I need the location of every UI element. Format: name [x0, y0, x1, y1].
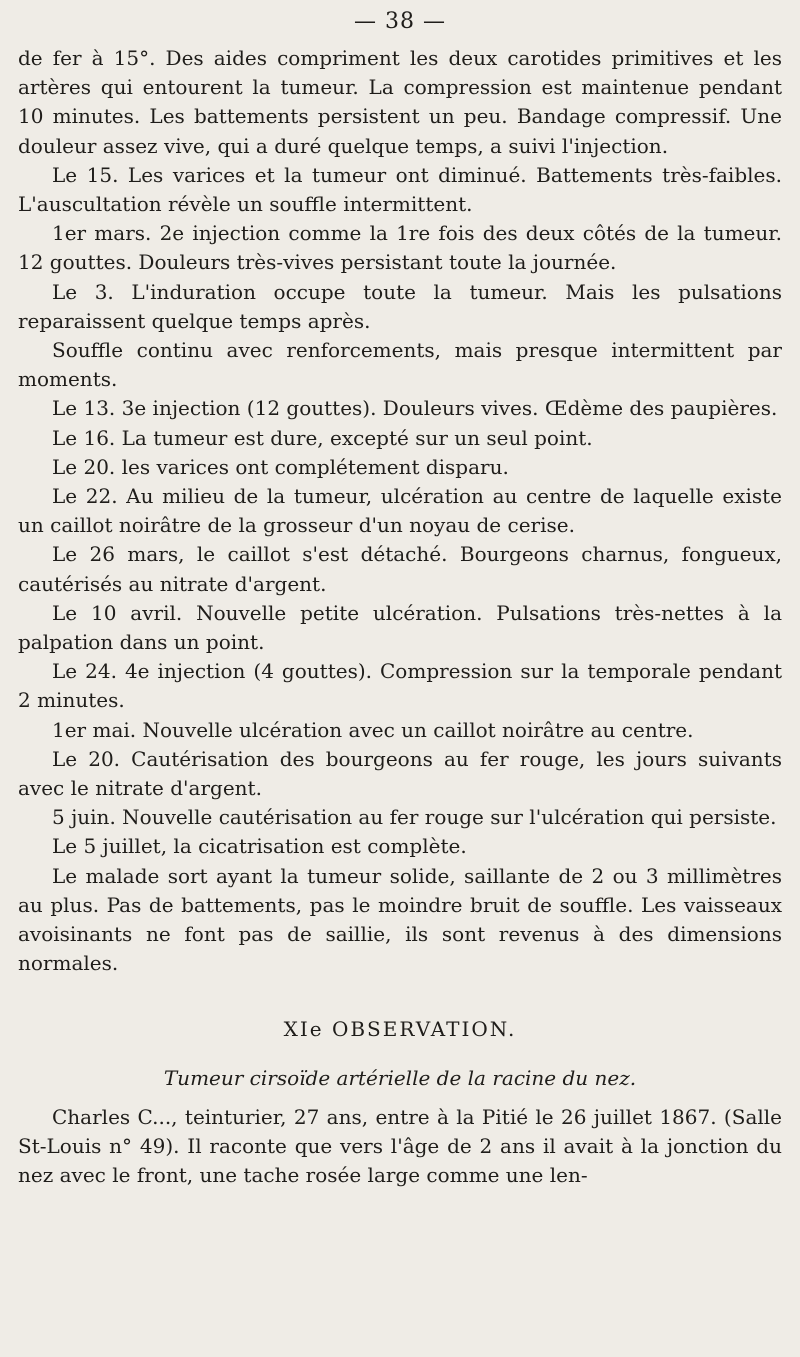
paragraph: Le 3. L'induration occupe toute la tumeur. Mais les pulsations reparaissent quelque temps après. — [18, 279, 782, 333]
paragraph: 5 juin. Nouvelle cautérisation au fer rouge sur l'ulcération qui persiste. — [52, 805, 777, 830]
section-title: XIe OBSERVATION. — [283, 1016, 517, 1041]
paragraph: Le 20. les varices ont complétement disparu. — [52, 454, 509, 479]
paragraph: 1er mars. 2e injection comme la 1re fois des deux côtés de la tumeur. 12 gouttes. Douleurs très-vives persistant toute la journée. — [18, 221, 782, 275]
paragraph: Le 10 avril. Nouvelle petite ulcération. Pulsations très-nettes à la palpation dans un point. — [18, 600, 782, 655]
page-number: — 38 — — [354, 9, 446, 34]
paragraph: Le 22. Au milieu de la tumeur, ulcération au centre de laquelle existe un caillot noirâtre de la grosseur d'un noyau de cerise. — [18, 484, 782, 538]
paragraph: Le 5 juillet, la cicatrisation est complète. — [52, 834, 467, 859]
paragraph: de fer à 15°. Des aides compriment les deux carotides primitives et les artères qui entourent la tumeur. La compression est maintenue pendant 10 minutes. Les battements persistent un peu. Bandage compressif. Une douleur assez vive, qui a duré quelque temps, a suivi l'injection. — [18, 46, 782, 158]
paragraph: Le malade sort ayant la tumeur solide, saillante de 2 ou 3 millimètres au plus. Pas de battements, pas le moindre bruit de souffle. Les vaisseaux avoisinants ne font pas de saillie, ils sont revenus à des dimensions normales. — [18, 863, 782, 976]
paragraph: Le 20. Cautérisation des bourgeons au fer rouge, les jours suivants avec le nitrate d'argent. — [18, 746, 782, 801]
paragraph: Souffle continu avec renforcements, mais presque intermittent par moments. — [18, 338, 782, 392]
paragraph: 1er mai. Nouvelle ulcération avec un caillot noirâtre au centre. — [52, 717, 694, 742]
paragraph: Le 16. La tumeur est dure, excepté sur un seul point. — [52, 425, 593, 450]
body-text-top — [18, 44, 782, 979]
section-subtitle: Tumeur cirsoïde artérielle de la racine du nez. — [163, 1065, 637, 1090]
paragraph: Le 13. 3e injection (12 gouttes). Douleurs vives. Œdème des paupières. — [52, 396, 778, 421]
paragraph: Le 26 mars, le caillot s'est détaché. Bourgeons charnus, fongueux, cautérisés au nitrate d'argent. — [18, 542, 782, 596]
paragraph: Le 24. 4e injection (4 gouttes). Compression sur la temporale pendant 2 minutes. — [18, 659, 782, 713]
paragraph: Le 15. Les varices et la tumeur ont diminué. Battements très-faibles. L'auscultation révèle un souffle intermittent. — [18, 162, 782, 217]
paragraph: Charles C..., teinturier, 27 ans, entre à la Pitié le 26 juillet 1867. (Salle St-Louis n° 49). Il raconte que vers l'âge de 2 ans il avait à la jonction du nez avec le front, une tache rosée large comme une len- — [18, 1104, 782, 1187]
body-text-bottom — [18, 1103, 782, 1191]
